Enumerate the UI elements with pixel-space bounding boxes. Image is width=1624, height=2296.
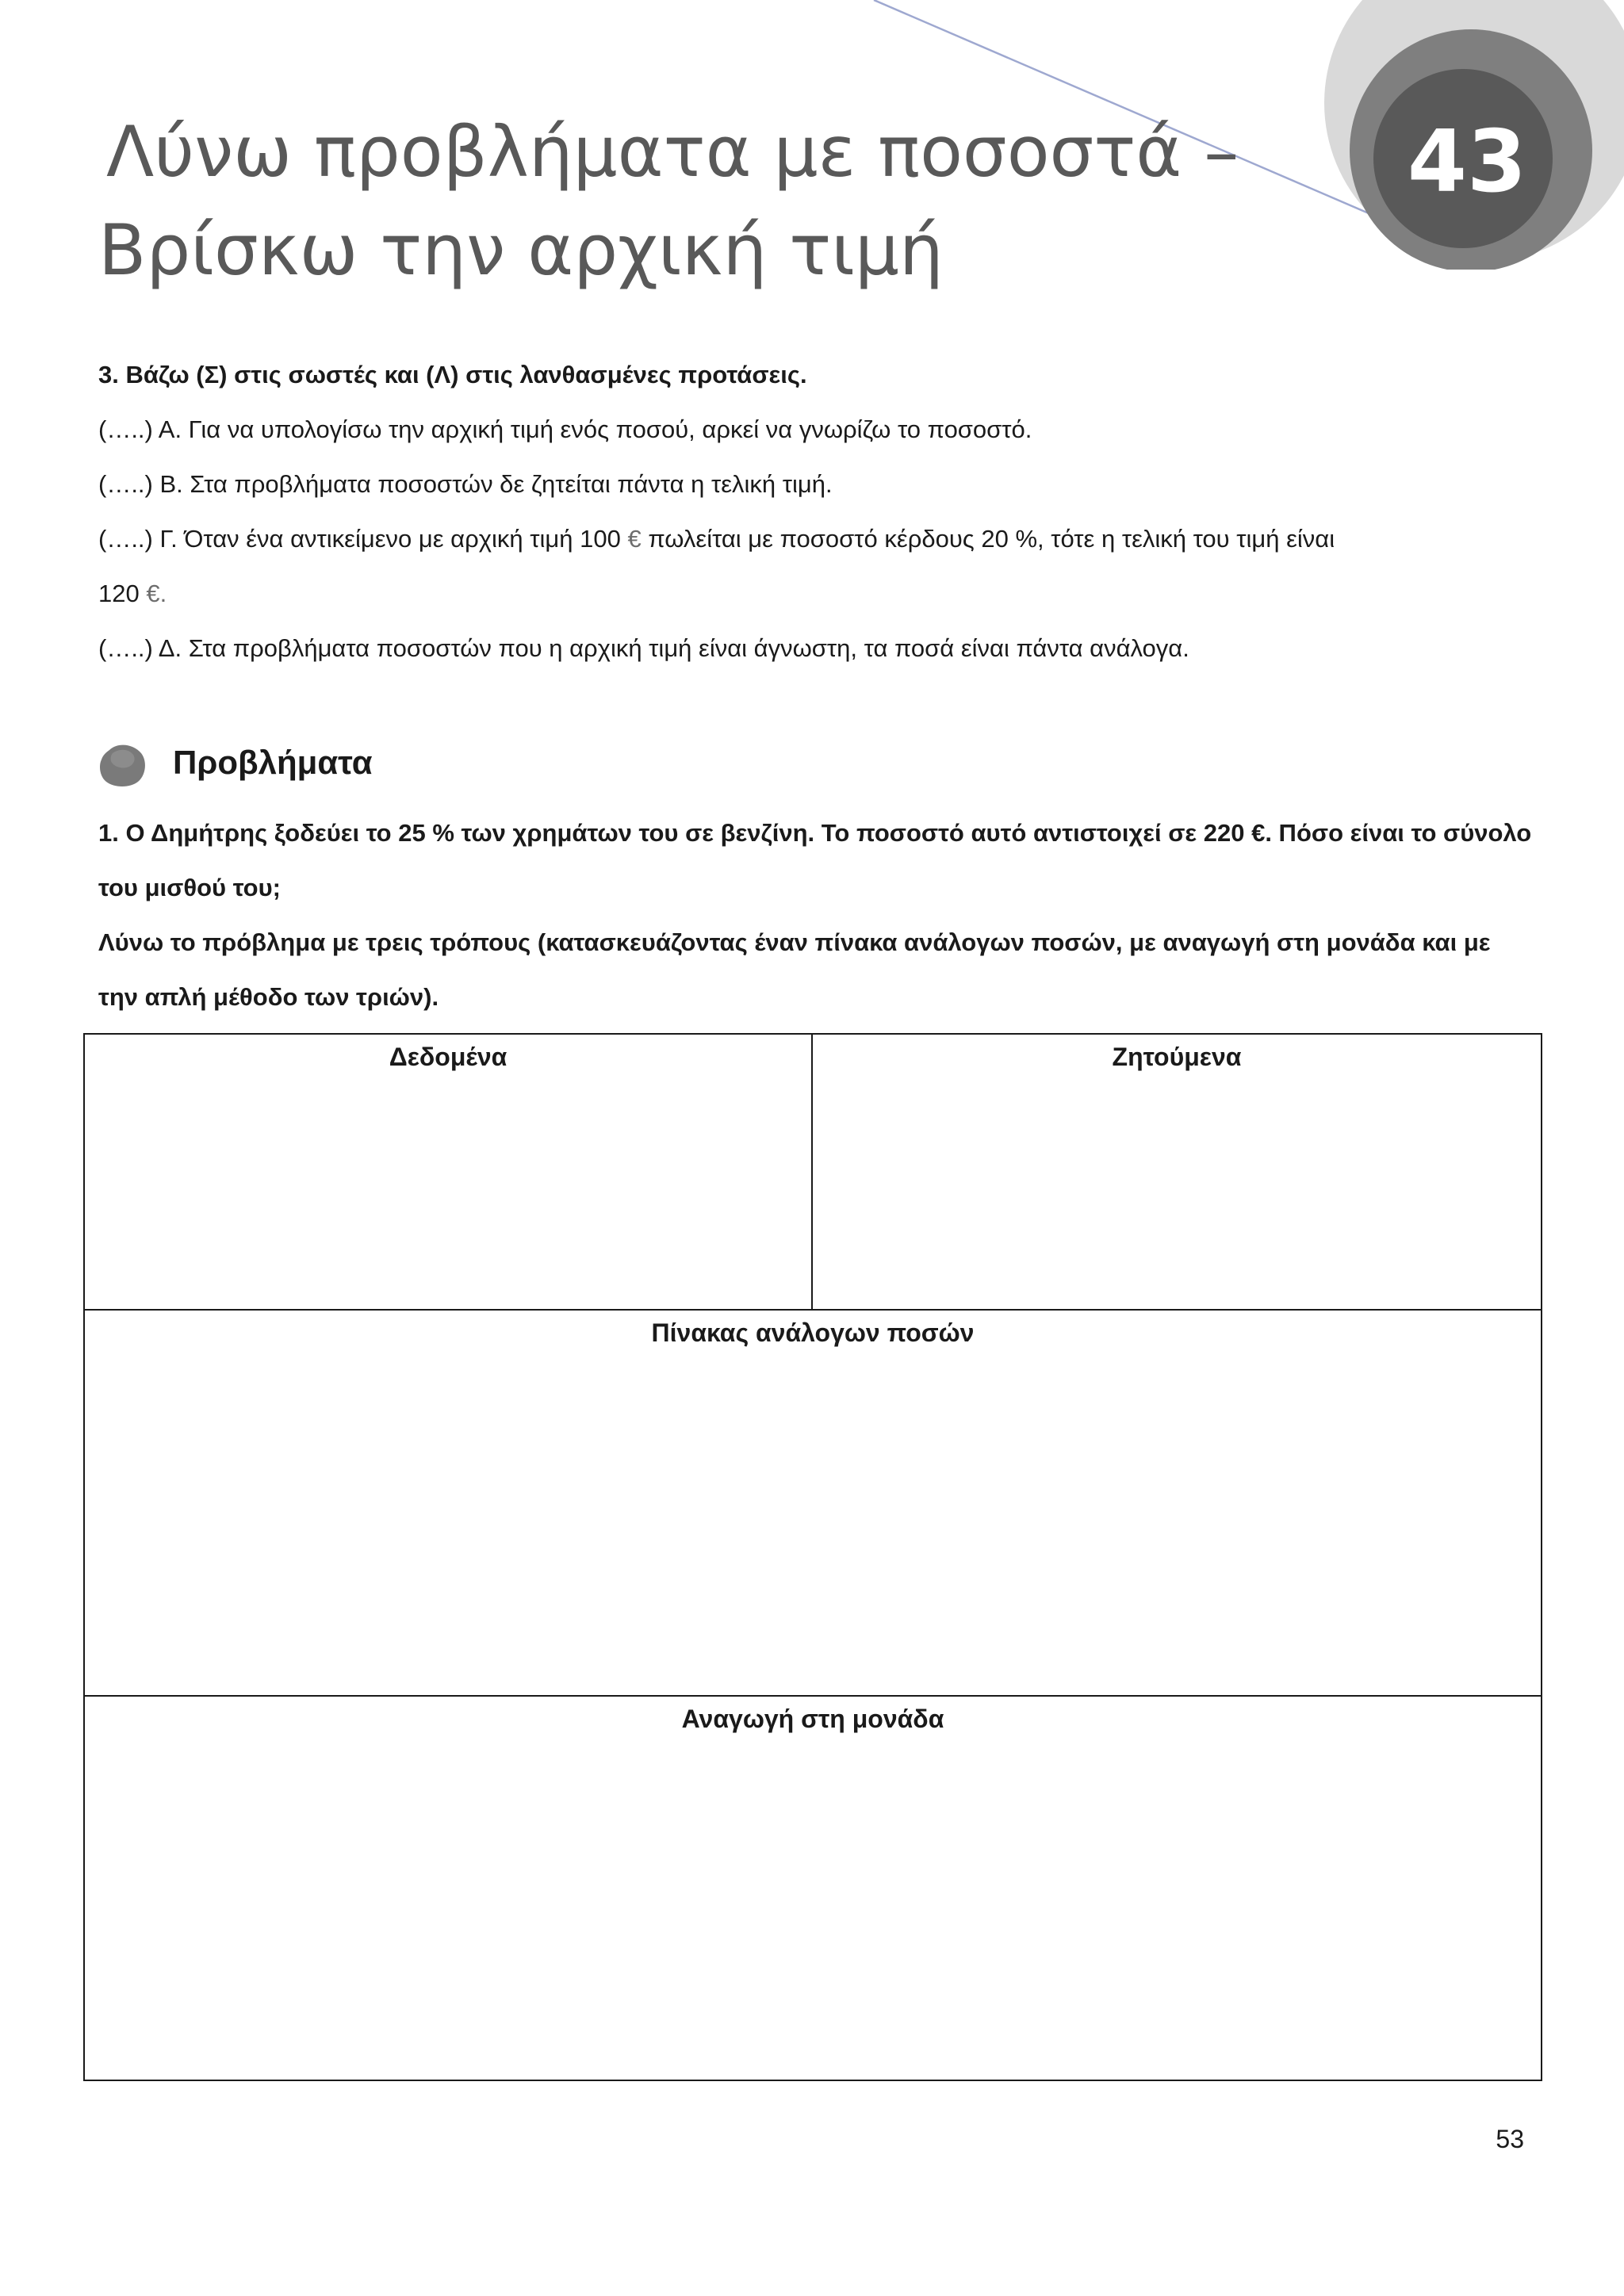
page-number: 53 xyxy=(1496,2125,1524,2153)
statement-c-continuation xyxy=(98,566,1534,621)
exercise-3 xyxy=(98,347,1534,675)
title-line-2: Βρίσκω την αρχική τιμή xyxy=(98,209,944,291)
lesson-number-badge: 43 xyxy=(1407,113,1527,212)
period: . xyxy=(159,580,167,607)
grey-blob-icon xyxy=(98,742,147,788)
statement-d: (…..) Δ. Στα προβλήματα ποσοστών που η αρχική τιμή είναι άγνωστη, τα ποσά είναι πάντα ανάλογα. xyxy=(98,634,1189,662)
statement-c-part2: πωλείται με ποσοστό κέρδους 20 %, τότε η τελική του τιμή είναι xyxy=(648,525,1335,553)
title-line-1: Λύνω προβλήματα με ποσοστά – xyxy=(106,111,1239,193)
proportional-table-cell[interactable] xyxy=(85,1311,1541,1697)
problem-1-text: 1. Ο Δημήτρης ξοδεύει το 25 % των χρημάτων του σε βενζίνη. Το ποσοστό αυτό αντιστοιχεί σε 220 €. Πόσο είναι το σύνολο του μισθού του; xyxy=(98,819,1532,901)
statement-b: (…..) Β. Στα προβλήματα ποσοστών δε ζητείται πάντα η τελική τιμή. xyxy=(98,470,833,498)
asked-cell-title: Ζητούμενα xyxy=(1112,1043,1242,1071)
page-title xyxy=(98,103,1335,300)
proportional-table-cell-title: Πίνακας ανάλογων ποσών xyxy=(651,1318,975,1347)
given-cell-title: Δεδομένα xyxy=(389,1043,508,1071)
statement-c-part3: 120 xyxy=(98,580,140,607)
problem-1-instructions: Λύνω το πρόβλημα με τρεις τρόπους (κατασκευάζοντας έναν πίνακα ανάλογων ποσών, με αναγωγή στη μονάδα και με την απλή μέθοδο των τριών). xyxy=(98,928,1491,1011)
statement-a: (…..) Α. Για να υπολογίσω την αρχική τιμή ενός ποσού, αρκεί να γνωρίζω το ποσοστό. xyxy=(98,415,1032,443)
problems-section-title: Προβλήματα xyxy=(173,744,373,781)
unit-reduction-cell-title: Αναγωγή στη μονάδα xyxy=(681,1705,944,1733)
euro-sign: € xyxy=(627,525,642,553)
asked-cell[interactable] xyxy=(813,1035,1541,1311)
work-table xyxy=(83,1033,1542,2081)
statement-c-part1: (…..) Γ. Όταν ένα αντικείμενο με αρχική τιμή 100 xyxy=(98,525,621,553)
exercise-3-heading: 3. Βάζω (Σ) στις σωστές και (Λ) στις λανθασμένες προτάσεις. xyxy=(98,361,807,388)
problem-1 xyxy=(98,806,1534,1024)
statement-c xyxy=(98,511,1534,566)
euro-sign: € xyxy=(146,580,160,607)
given-cell[interactable] xyxy=(85,1035,813,1311)
unit-reduction-cell[interactable] xyxy=(85,1697,1541,2080)
